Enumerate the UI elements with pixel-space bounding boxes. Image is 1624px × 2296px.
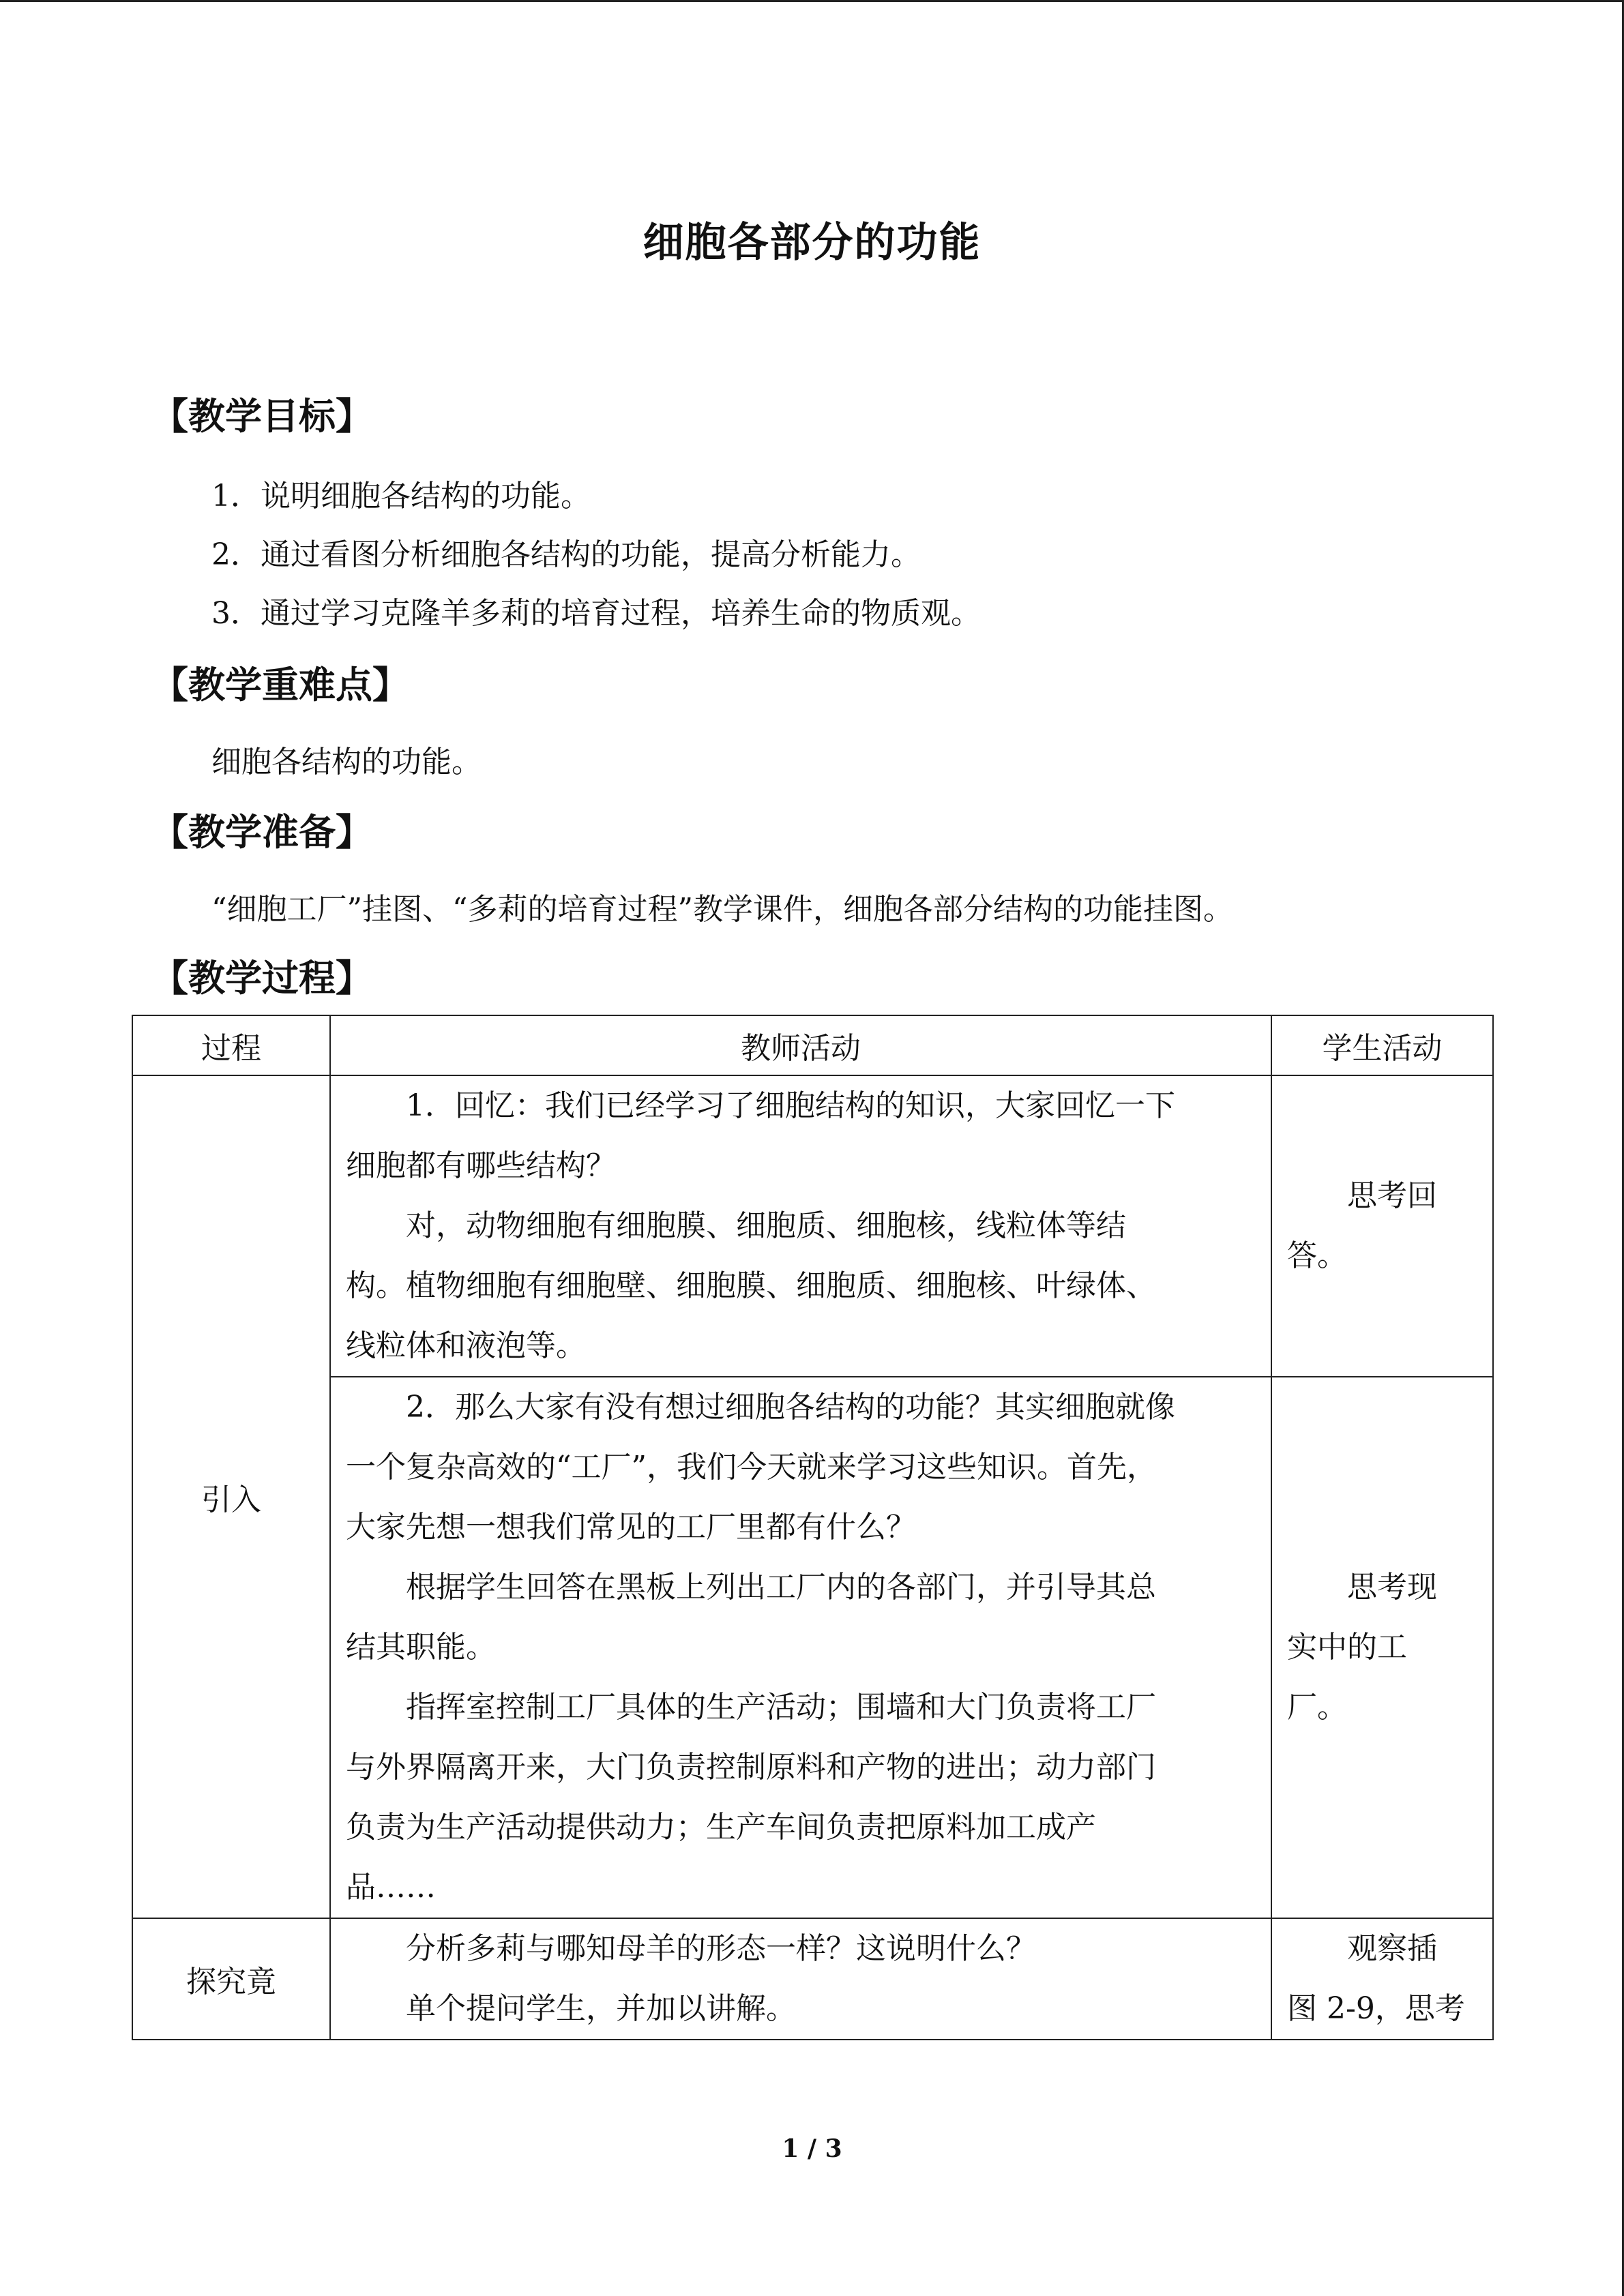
- teacher-line: 2．那么大家有没有想过细胞各结构的功能？其实细胞就像: [406, 1390, 1175, 1425]
- heading-preparation: 【教学准备】: [151, 810, 372, 854]
- heading-objectives: 【教学目标】: [151, 394, 372, 438]
- objective-item-2: 2．通过看图分析细胞各结构的功能，提高分析能力。: [211, 537, 921, 572]
- student-line: 思考现: [1347, 1570, 1437, 1605]
- objective-item-3: 3．通过学习克隆羊多莉的培育过程，培养生命的物质观。: [211, 596, 981, 631]
- teacher-line: 品……: [346, 1870, 436, 1905]
- stage-cell-intro: 引入: [132, 1075, 330, 1918]
- teacher-line: 指挥室控制工厂具体的生产活动；围墙和大门负责将工厂: [406, 1690, 1156, 1725]
- teacher-line: 大家先想一想我们常见的工厂里都有什么？: [346, 1510, 916, 1545]
- teacher-line: 1．回忆：我们已经学习了细胞结构的知识，大家回忆一下: [406, 1088, 1175, 1123]
- student-line: 答。: [1287, 1238, 1347, 1273]
- student-cell: [1271, 1075, 1493, 1377]
- teacher-line: 根据学生回答在黑板上列出工厂内的各部门，并引导其总: [406, 1570, 1156, 1605]
- student-cell: [1271, 1377, 1493, 1918]
- table-row: [132, 1075, 1493, 1377]
- teacher-line: 结其职能。: [346, 1630, 496, 1665]
- table-header-row: [132, 1015, 1493, 1075]
- teacher-line: 分析多莉与哪知母羊的形态一样？这说明什么？: [406, 1931, 1036, 1966]
- teacher-line: 构。植物细胞有细胞壁、细胞膜、细胞质、细胞核、叶绿体、: [346, 1268, 1156, 1303]
- teacher-line: 细胞都有哪些结构？: [346, 1148, 616, 1183]
- header-teacher: 教师活动: [330, 1015, 1271, 1075]
- teacher-cell: [330, 1377, 1271, 1918]
- student-line: 图 2-9，思考: [1287, 1991, 1465, 2026]
- objective-item-1: 1．说明细胞各结构的功能。: [211, 479, 591, 513]
- teacher-line: 对，动物细胞有细胞膜、细胞质、细胞核，线粒体等结: [406, 1208, 1126, 1243]
- table-row: [132, 1918, 1493, 2040]
- stage-cell-explore: 探究竟: [132, 1918, 330, 2040]
- header-student: 学生活动: [1271, 1015, 1493, 1075]
- teacher-cell: [330, 1075, 1271, 1377]
- student-line: 思考回: [1347, 1178, 1437, 1213]
- heading-process: 【教学过程】: [151, 956, 372, 1000]
- teacher-line: 与外界隔离开来，大门负责控制原料和产物的进出；动力部门: [346, 1750, 1156, 1785]
- student-line: 厂。: [1287, 1690, 1347, 1725]
- document-title: 细胞各部分的功能: [643, 219, 981, 267]
- student-cell: [1271, 1918, 1493, 2040]
- page-top-border: [0, 0, 1624, 2]
- heading-key-points: 【教学重难点】: [151, 663, 409, 706]
- header-stage: 过程: [132, 1015, 330, 1075]
- preparation-text: “细胞工厂”挂图、“多莉的培育过程”教学课件，细胞各部分结构的功能挂图。: [211, 892, 1233, 927]
- student-line: 实中的工: [1287, 1630, 1407, 1665]
- teacher-line: 一个复杂高效的“工厂”，我们今天就来学习这些知识。首先，: [346, 1450, 1157, 1485]
- teacher-line: 线粒体和液泡等。: [346, 1328, 586, 1363]
- teacher-line: 负责为生产活动提供动力；生产车间负责把原料加工成产: [346, 1810, 1096, 1845]
- process-table: [132, 1015, 1494, 2040]
- teacher-line: 单个提问学生，并加以讲解。: [406, 1991, 796, 2026]
- teacher-cell: [330, 1918, 1271, 2040]
- student-line: 观察插: [1347, 1931, 1437, 1966]
- key-points-text: 细胞各结构的功能。: [211, 745, 482, 779]
- table-row: [132, 1377, 1493, 1918]
- page-number: 1 / 3: [782, 2134, 842, 2163]
